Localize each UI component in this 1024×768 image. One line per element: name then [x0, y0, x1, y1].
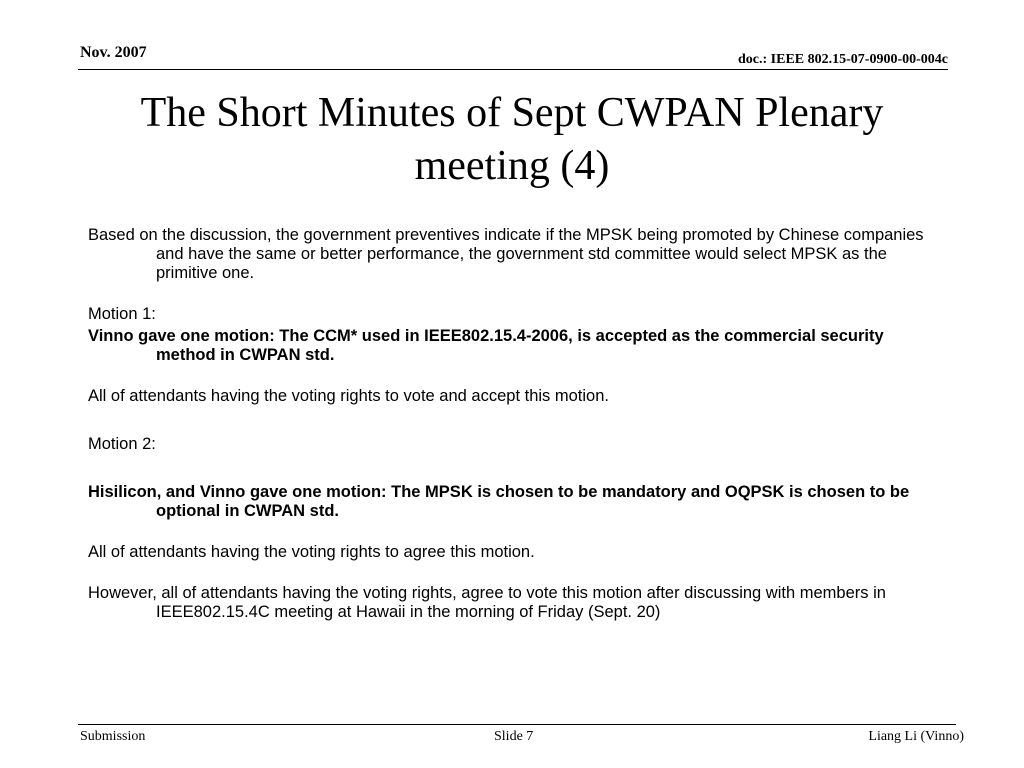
slide-title-line-2: meeting (4)	[414, 143, 610, 189]
motion-1-label: Motion 1:	[88, 305, 156, 323]
motion-2-note: However, all of attendants having the voting rights, agree to vote this motion after discussing with members in IEEE802.15.4C meeting at Hawaii in the morning of Friday (Sept. 20)	[88, 584, 886, 621]
footer-slide-number: Slide 7	[494, 729, 534, 744]
slide-body	[88, 226, 944, 634]
motion-2-label: Motion 2:	[88, 435, 156, 453]
header-divider	[78, 69, 948, 70]
header-date: Nov. 2007	[80, 44, 147, 61]
slide-title-line-1: The Short Minutes of Sept CWPAN Plenary	[140, 90, 884, 136]
intro-paragraph: Based on the discussion, the government preventives indicate if the MPSK being promoted by Chinese companies and have the same or better performance, the government std committee would select MPSK as the primitive one.	[88, 226, 924, 282]
slide-title	[80, 87, 944, 193]
footer-author: Liang Li (Vinno)	[868, 729, 964, 744]
motion-1-result: All of attendants having the voting rights to vote and accept this motion.	[88, 387, 609, 405]
footer-divider	[78, 724, 956, 725]
motion-1-text: Vinno gave one motion: The CCM* used in IEEE802.15.4-2006, is accepted as the commercial security method in CWPAN std.	[88, 327, 884, 364]
footer-submission: Submission	[80, 729, 146, 744]
motion-2-text: Hisilicon, and Vinno gave one motion: The MPSK is chosen to be mandatory and OQPSK is chosen to be optional in CWPAN std.	[88, 483, 910, 520]
header-doc-id: doc.: IEEE 802.15-07-0900-00-004c	[738, 52, 948, 67]
motion-2-result: All of attendants having the voting rights to agree this motion.	[88, 543, 535, 561]
